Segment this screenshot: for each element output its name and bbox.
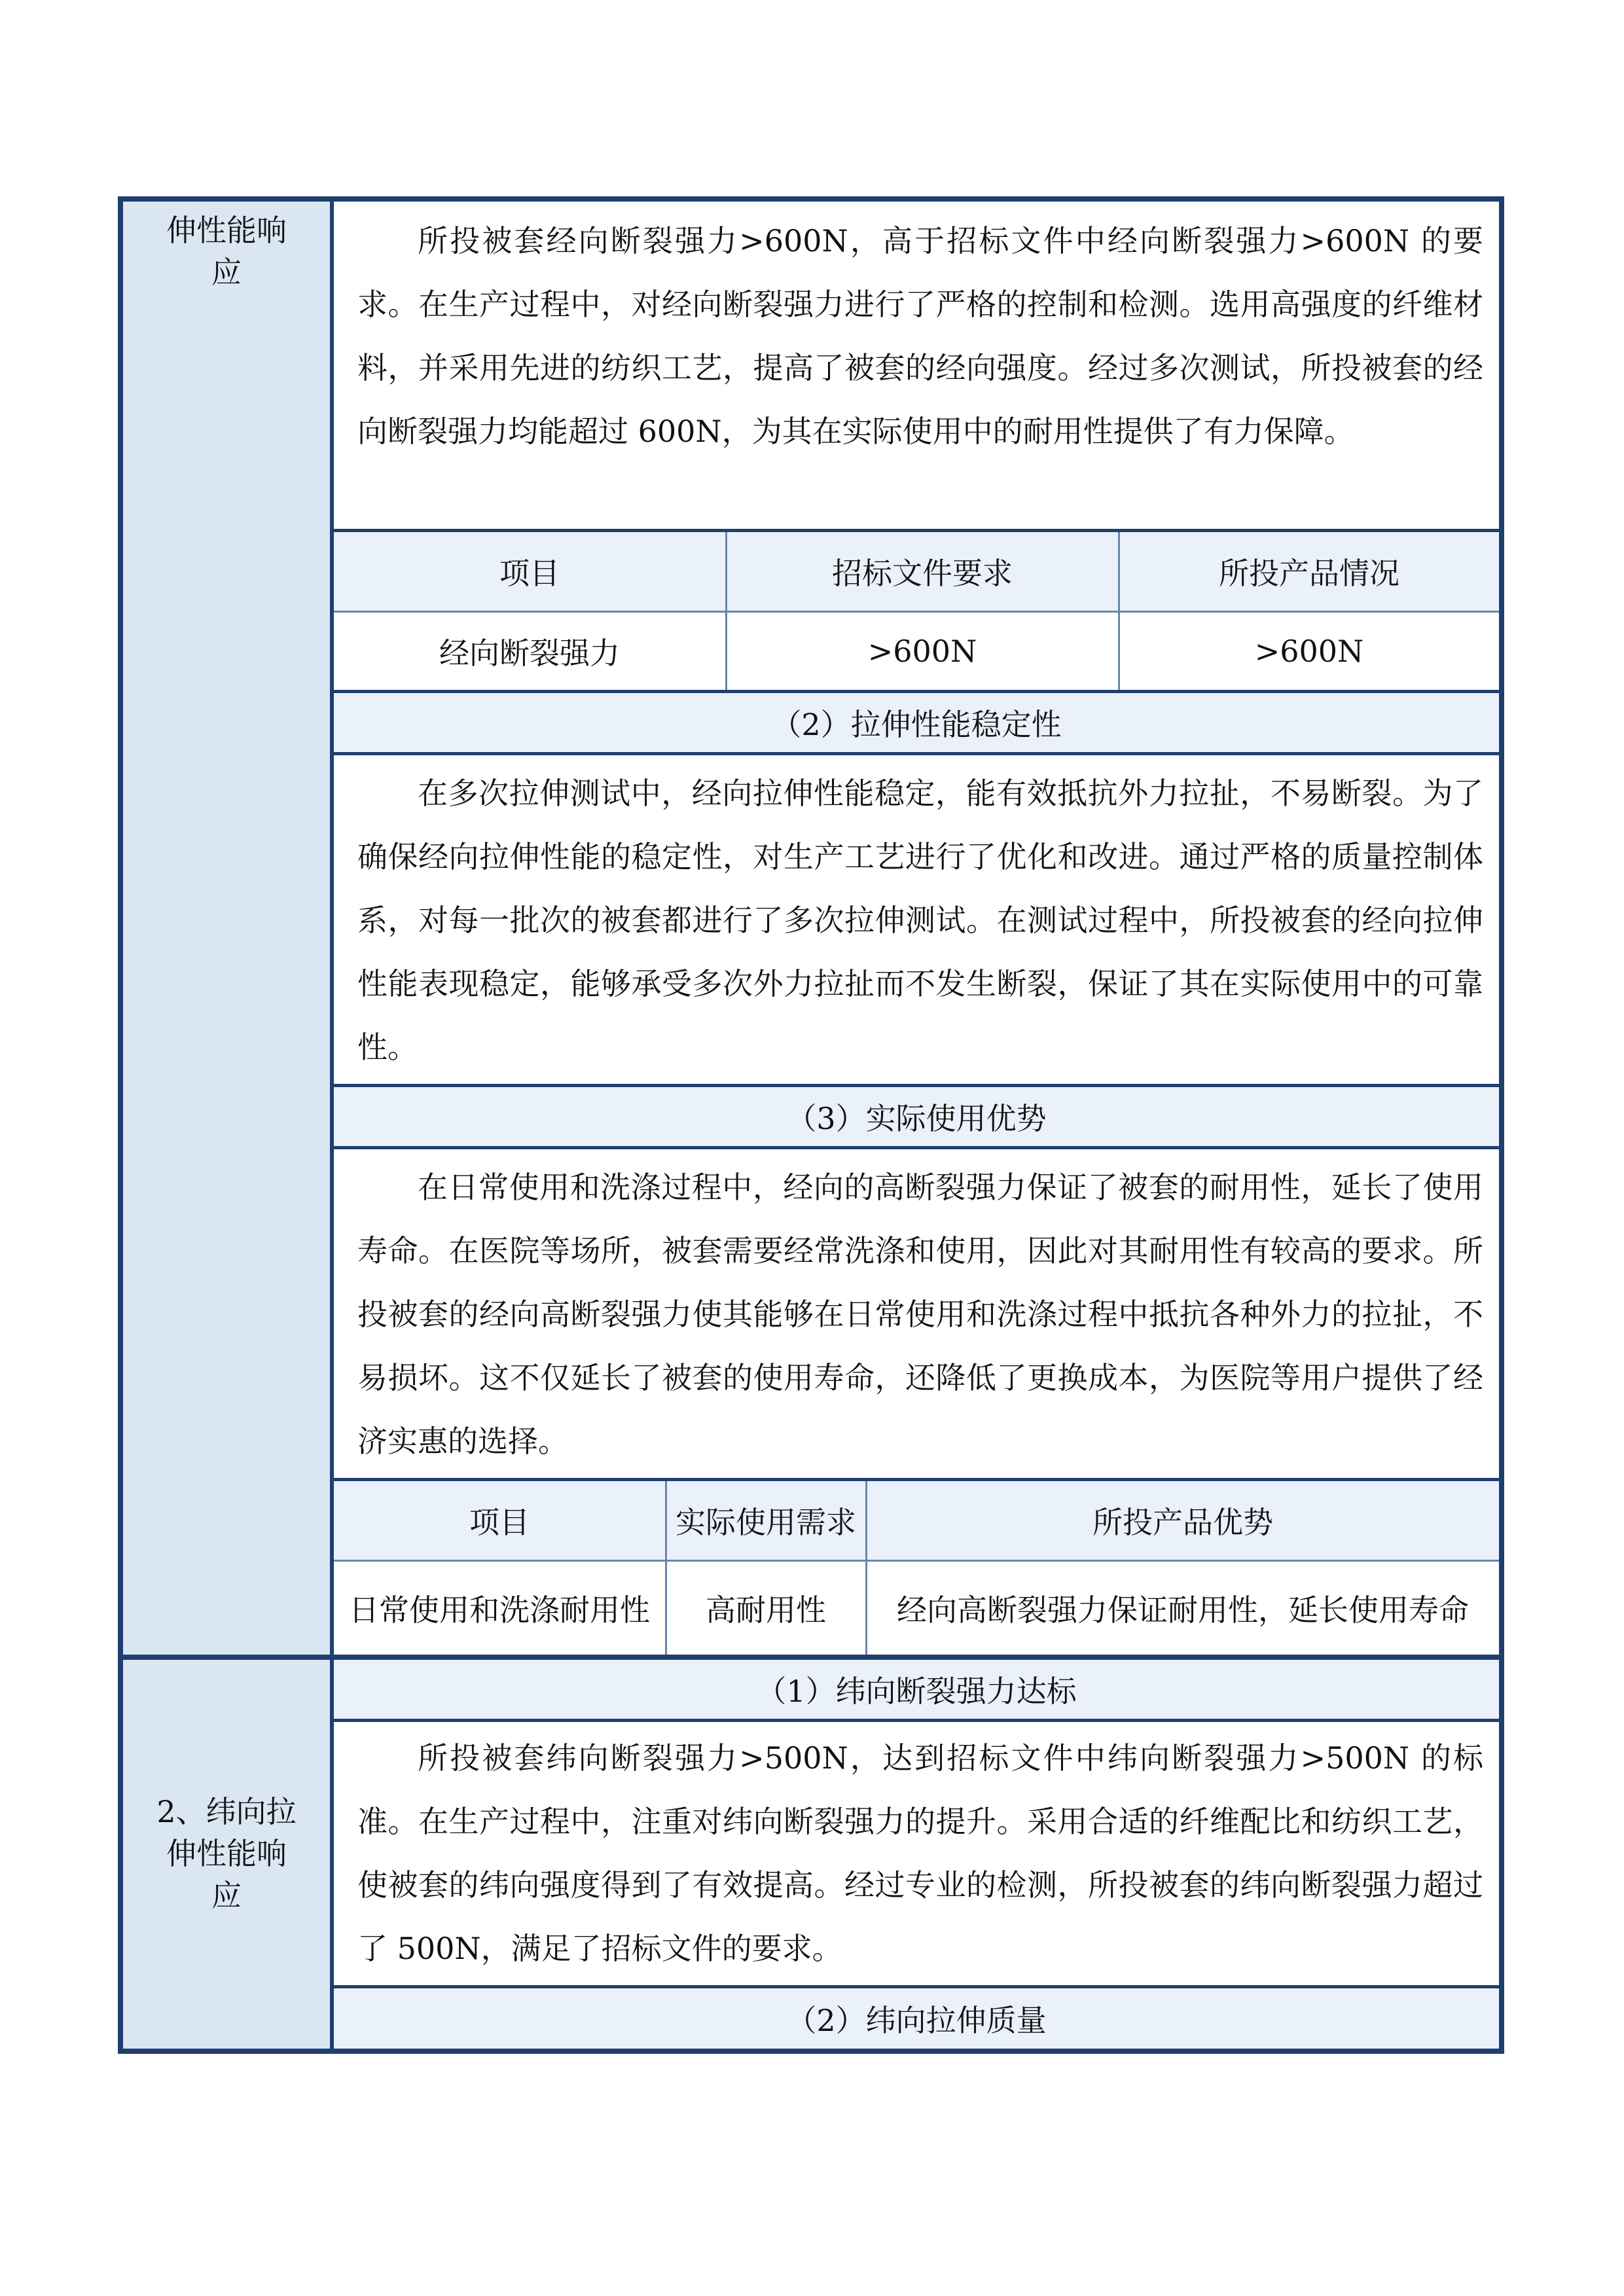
section2-heading2: （2）纬向拉伸质量: [334, 1988, 1499, 2049]
divider: [334, 752, 1499, 755]
section2-heading1: （1）纬向断裂强力达标: [334, 1660, 1499, 1719]
response-table: [118, 196, 1504, 2054]
table1-cell: 经向断裂强力: [439, 636, 620, 671]
section-separator: [123, 1655, 1499, 1660]
table2-cell: 日常使用和洗涤耐用性: [349, 1592, 650, 1628]
table2-divider: [865, 1481, 867, 1655]
left-column-section1: [123, 202, 330, 1655]
table2-header-need: 实际使用需求: [676, 1505, 856, 1540]
section1-side-label: 伸性能响 应: [166, 213, 287, 290]
section1-paragraph1: 所投被套经向断裂强力>600N，高于招标文件中经向断裂强力>600N 的要求。在生产过程中，对经向断裂强力进行了严格的控制和检测。选用高强度的纤维材料，并采用先进的纺织工艺，提高了被套的经向强度。经过多次测试，所投被套的经向断裂强力均能超过 600N，为其在实际使用中的耐用性提供了有力保障。: [357, 223, 1483, 449]
section1-heading3: （3）实际使用优势: [334, 1087, 1499, 1146]
table1-header-item: 项目: [499, 556, 560, 591]
section1-paragraph2: 在多次拉伸测试中，经向拉伸性能稳定，能有效抵抗外力拉扯，不易断裂。为了确保经向拉伸性能的稳定性，对生产工艺进行了优化和改进。通过严格的质量控制体系，对每一批次的被套都进行了多次拉伸测试。在测试过程中，所投被套的经向拉伸性能表现稳定，能够承受多次外力拉扯而不发生断裂，保证了其在实际使用中的可靠性。: [357, 776, 1483, 1065]
table2-cell: 高耐用性: [706, 1592, 826, 1628]
table1-divider: [725, 532, 727, 692]
table2-divider: [665, 1481, 667, 1655]
table1-header-product: 所投产品情况: [1219, 556, 1399, 591]
divider: [334, 1146, 1499, 1149]
table1-cell: >600N: [867, 634, 977, 669]
section2-side-label: 2、纬向拉 伸性能响 应: [156, 1794, 297, 1913]
section1-paragraph3: 在日常使用和洗涤过程中，经向的高断裂强力保证了被套的耐用性，延长了使用寿命。在医院等场所，被套需要经常洗涤和使用，因此对其耐用性有较高的要求。所投被套的经向高断裂强力使其能够在日常使用和洗涤过程中抵抗各种外力的拉扯，不易损坏。这不仅延长了被套的使用寿命，还降低了更换成本，为医院等用户提供了经济实惠的选择。: [357, 1170, 1483, 1459]
section1-heading2: （2）拉伸性能稳定性: [334, 693, 1499, 752]
table2-cell: 经向高断裂强力保证耐用性，延长使用寿命: [897, 1592, 1469, 1628]
divider: [334, 1719, 1499, 1722]
table2-header-advantage: 所投产品优势: [1092, 1505, 1273, 1540]
table1-divider: [1118, 532, 1120, 692]
table2-header-item: 项目: [469, 1505, 530, 1540]
table1-header-requirement: 招标文件要求: [832, 556, 1013, 591]
section2-paragraph1: 所投被套纬向断裂强力>500N，达到招标文件中纬向断裂强力>500N 的标准。在生产过程中，注重对纬向断裂强力的提升。采用合适的纤维配比和纺织工艺，使被套的纬向强度得到了有效提高。经过专业的检测，所投被套的纬向断裂强力超过了 500N，满足了招标文件的要求。: [357, 1740, 1483, 1966]
table1-cell: >600N: [1254, 634, 1364, 669]
